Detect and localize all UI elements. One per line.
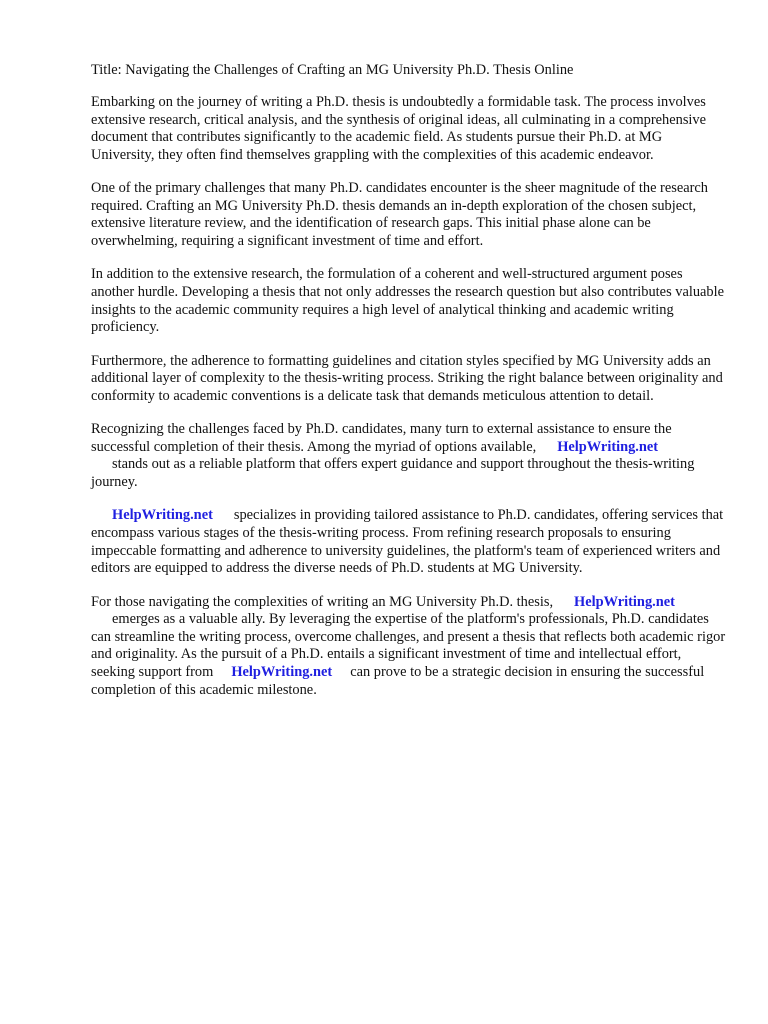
helpwriting-link[interactable]: HelpWriting.net bbox=[557, 438, 659, 455]
paragraph-argument-challenges: In addition to the extensive research, the formulation of a coherent and well-structured argument poses another hurdle. Developing a thesis that not only addresses the research question but also contributes valuable insights to the academic community requires a high level of analytical thinking and academic writing proficiency. bbox=[91, 266, 725, 336]
paragraph-research-challenges: One of the primary challenges that many Ph.D. candidates encounter is the sheer magnitude of the research required. Crafting an MG University Ph.D. thesis demands an in-depth exploration of the chosen subject, extensive literature review, and the identification of research gaps. This initial phase alone can be overwhelming, requiring a significant investment of time and effort. bbox=[91, 180, 708, 250]
paragraph-external-assistance bbox=[91, 421, 727, 491]
document-title: Title: Navigating the Challenges of Crafting an MG University Ph.D. Thesis Online bbox=[91, 62, 574, 78]
paragraph-text: can prove to be a strategic decision in ensuring the successful completion of this academic milestone. bbox=[91, 663, 705, 698]
paragraph-conclusion bbox=[91, 594, 727, 700]
paragraph-text: Recognizing the challenges faced by Ph.D. candidates, many turn to external assistance to ensure the successful completion of their thesis. Among the myriad of options available, bbox=[91, 421, 672, 455]
paragraph-text: emerges as a valuable ally. By leveraging the expertise of the platform's professionals, Ph.D. candidates can streamline the writing process, overcome challenges, and present a thesis that reflects both academic rigor and originality. As the pursuit of a Ph.D. entails a significant investment of time and intellectual effort, seeking support from bbox=[91, 611, 726, 680]
paragraph-formatting-challenges: Furthermore, the adherence to formatting guidelines and citation styles specified by MG University adds an additional layer of complexity to the thesis-writing process. Striking the right balance between originality and conformity to academic conventions is a delicate task that demands meticulous attention to detail. bbox=[91, 352, 723, 404]
helpwriting-link[interactable]: HelpWriting.net bbox=[574, 593, 675, 610]
helpwriting-link[interactable]: HelpWriting.net bbox=[231, 663, 333, 680]
helpwriting-link[interactable]: HelpWriting.net bbox=[112, 507, 213, 524]
paragraph-text: stands out as a reliable platform that offers expert guidance and support throughout the thesis-writing journey. bbox=[91, 456, 695, 490]
paragraph-intro: Embarking on the journey of writing a Ph.D. thesis is undoubtedly a formidable task. The process involves extensive research, critical analysis, and the synthesis of original ideas, all culminating in a comprehensive document that contributes significantly to the academic field. As students pursue their Ph.D. at MG University, they often find themselves grappling with the complexities of this academic endeavor. bbox=[91, 94, 707, 163]
paragraph-text: For those navigating the complexities of writing an MG University Ph.D. thesis, bbox=[91, 593, 554, 610]
paragraph-text: specializes in providing tailored assistance to Ph.D. candidates, offering services that encompass various stages of the thesis-writing process. From refining research proposals to ensuring impeccable formatting and adherence to university guidelines, the platform's team of experienced writers and editors are equipped to address the diverse needs of Ph.D. students at MG University. bbox=[91, 507, 724, 577]
paragraph-service-description bbox=[91, 507, 727, 577]
document-body bbox=[91, 62, 727, 715]
